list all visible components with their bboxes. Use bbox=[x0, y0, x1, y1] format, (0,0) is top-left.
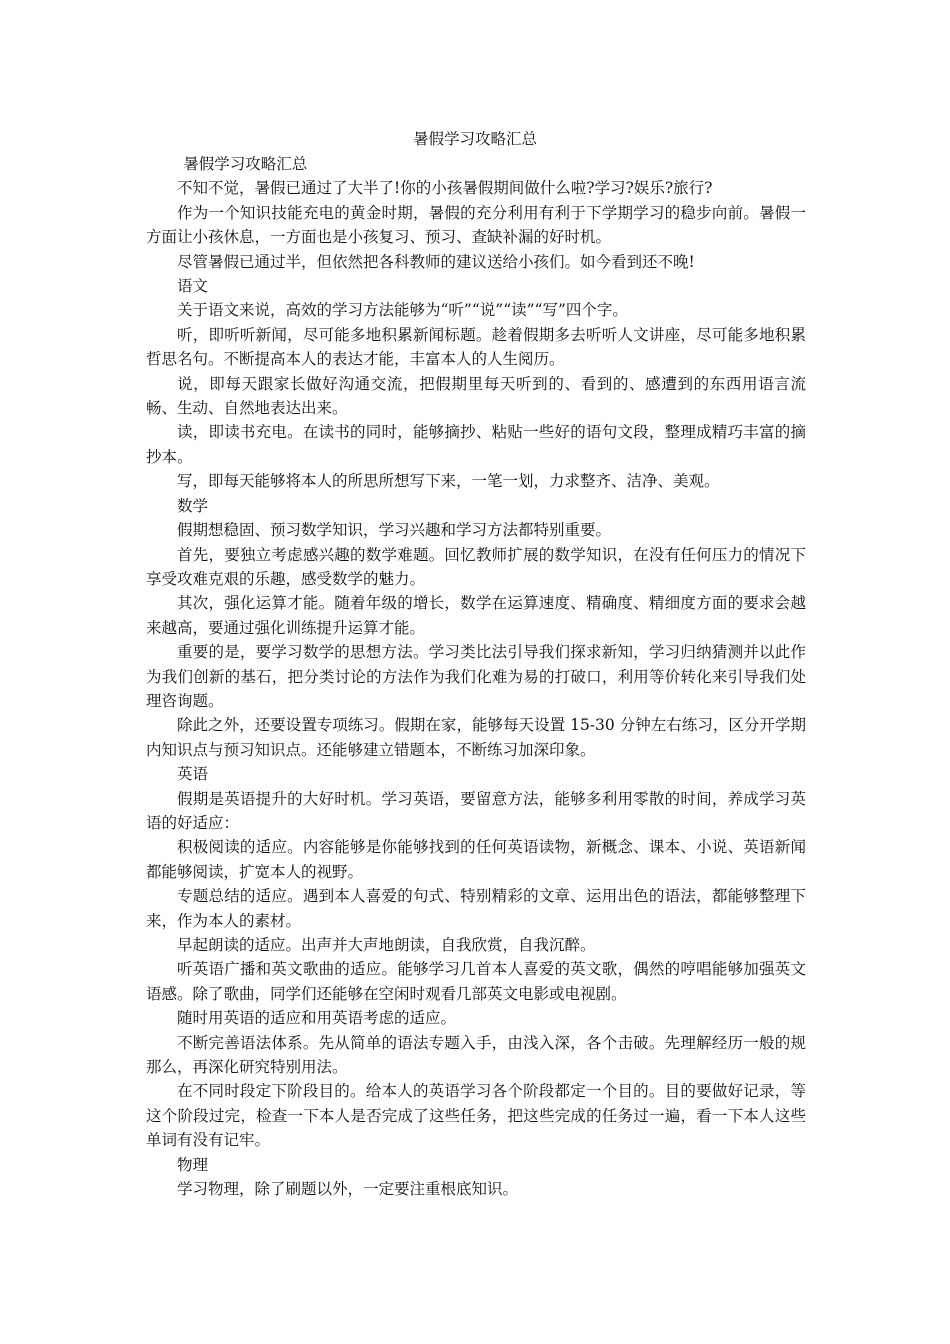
paragraph: 随时用英语的适应和用英语考虑的适应。 bbox=[177, 1009, 457, 1028]
paragraph: 积极阅读的适应。内容能够是你能够找到的任何英语读物，新概念、课本、小说、英语新闻都能够阅读，扩宽本人的视野。 bbox=[146, 838, 806, 881]
section-heading-physics: 物理 bbox=[177, 1155, 209, 1174]
document-title: 暑假学习攻略汇总 bbox=[412, 130, 537, 148]
paragraph: 首先，要独立考虑感兴趣的数学难题。回忆教师扩展的数学知识，在没有任何压力的情况下享受攻难克艰的乐趣，感受数学的魅力。 bbox=[146, 545, 806, 588]
paragraph: 写，即每天能够将本人的所思所想写下来，一笔一划，力求整齐、洁净、美观。 bbox=[177, 472, 720, 491]
document-body bbox=[146, 152, 806, 1201]
paragraph: 学习物理，除了刷题以外，一定要注重根底知识。 bbox=[177, 1180, 519, 1199]
section-heading-math: 数学 bbox=[177, 496, 209, 515]
section-heading-chinese: 语文 bbox=[177, 277, 209, 296]
paragraph: 说，即每天跟家长做好沟通交流，把假期里每天听到的、看到的、感遭到的东西用语言流畅、生动、自然地表达出来。 bbox=[146, 374, 806, 418]
paragraph: 专题总结的适应。遇到本人喜爱的句式、特别精彩的文章、运用出色的语法，都能够整理下来，作为本人的素材。 bbox=[146, 887, 806, 930]
paragraph: 除此之外，还要设置专项练习。假期在家，能够每天设置 15-30 分钟左右练习，区分开学期内知识点与预习知识点。还能够建立错题本，不断练习加深印象。 bbox=[146, 716, 806, 759]
paragraph: 作为一个知识技能充电的黄金时期，暑假的充分利用有利于下学期学习的稳步向前。暑假一方面让小孩休息，一方面也是小孩复习、预习、查缺补漏的好时机。 bbox=[146, 203, 806, 247]
paragraph: 读，即读书充电。在读书的同时，能够摘抄、粘贴一些好的语句文段，整理成精巧丰富的摘抄本。 bbox=[146, 423, 806, 466]
paragraph: 在不同时段定下阶段目的。给本人的英语学习各个阶段都定一个目的。目的要做好记录，等这个阶段过完，检查一下本人是否完成了这些任务，把这些完成的任务过一遍，看一下本人这些单词有没有记牢。 bbox=[146, 1082, 806, 1150]
paragraph: 听，即听听新闻，尽可能多地积累新闻标题。趁着假期多去听听人文讲座，尽可能多地积累哲思名句。不断提高本人的表达才能，丰富本人的人生阅历。 bbox=[146, 325, 806, 369]
paragraph: 听英语广播和英文歌曲的适应。能够学习几首本人喜爱的英文歌，偶然的哼唱能够加强英文语感。除了歌曲，同学们还能够在空闲时观看几部英文电影或电视剧。 bbox=[146, 960, 806, 1003]
paragraph: 假期是英语提升的大好时机。学习英语，要留意方法，能够多利用零散的时间，养成学习英语的好适应： bbox=[146, 789, 806, 832]
paragraph: 尽管暑假已通过半，但依然把各科教师的建议送给小孩们。如今看到还不晚! bbox=[177, 252, 695, 271]
paragraph: 不断完善语法体系。先从简单的语法专题入手，由浅入深，各个击破。先理解经历一般的规那么，再深化研究特别用法。 bbox=[146, 1033, 806, 1077]
paragraph: 其次，强化运算才能。随着年级的增长，数学在运算速度、精确度、精细度方面的要求会越来越高，要通过强化训练提升运算才能。 bbox=[146, 594, 806, 637]
paragraph: 早起朗读的适应。出声并大声地朗读，自我欣赏，自我沉醉。 bbox=[177, 936, 596, 954]
paragraph: 不知不觉，暑假已通过了大半了!你的小孩暑假期间做什么啦?学习?娱乐?旅行? bbox=[177, 179, 713, 198]
section-heading-english: 英语 bbox=[177, 765, 209, 784]
paragraph: 假期想稳固、预习数学知识，学习兴趣和学习方法都特别重要。 bbox=[177, 521, 612, 540]
paragraph: 关于语文来说，高效的学习方法能够为“听”“说”“读”“写”四个字。 bbox=[177, 301, 628, 320]
subtitle: 暑假学习攻略汇总 bbox=[183, 155, 308, 173]
paragraph: 重要的是，要学习数学的思想方法。学习类比法引导我们探求新知，学习归纳猜测并以此作为我们创新的基石，把分类讨论的方法作为我们化难为易的打破口，利用等价转化来引导我们处理咨询题。 bbox=[146, 643, 806, 710]
